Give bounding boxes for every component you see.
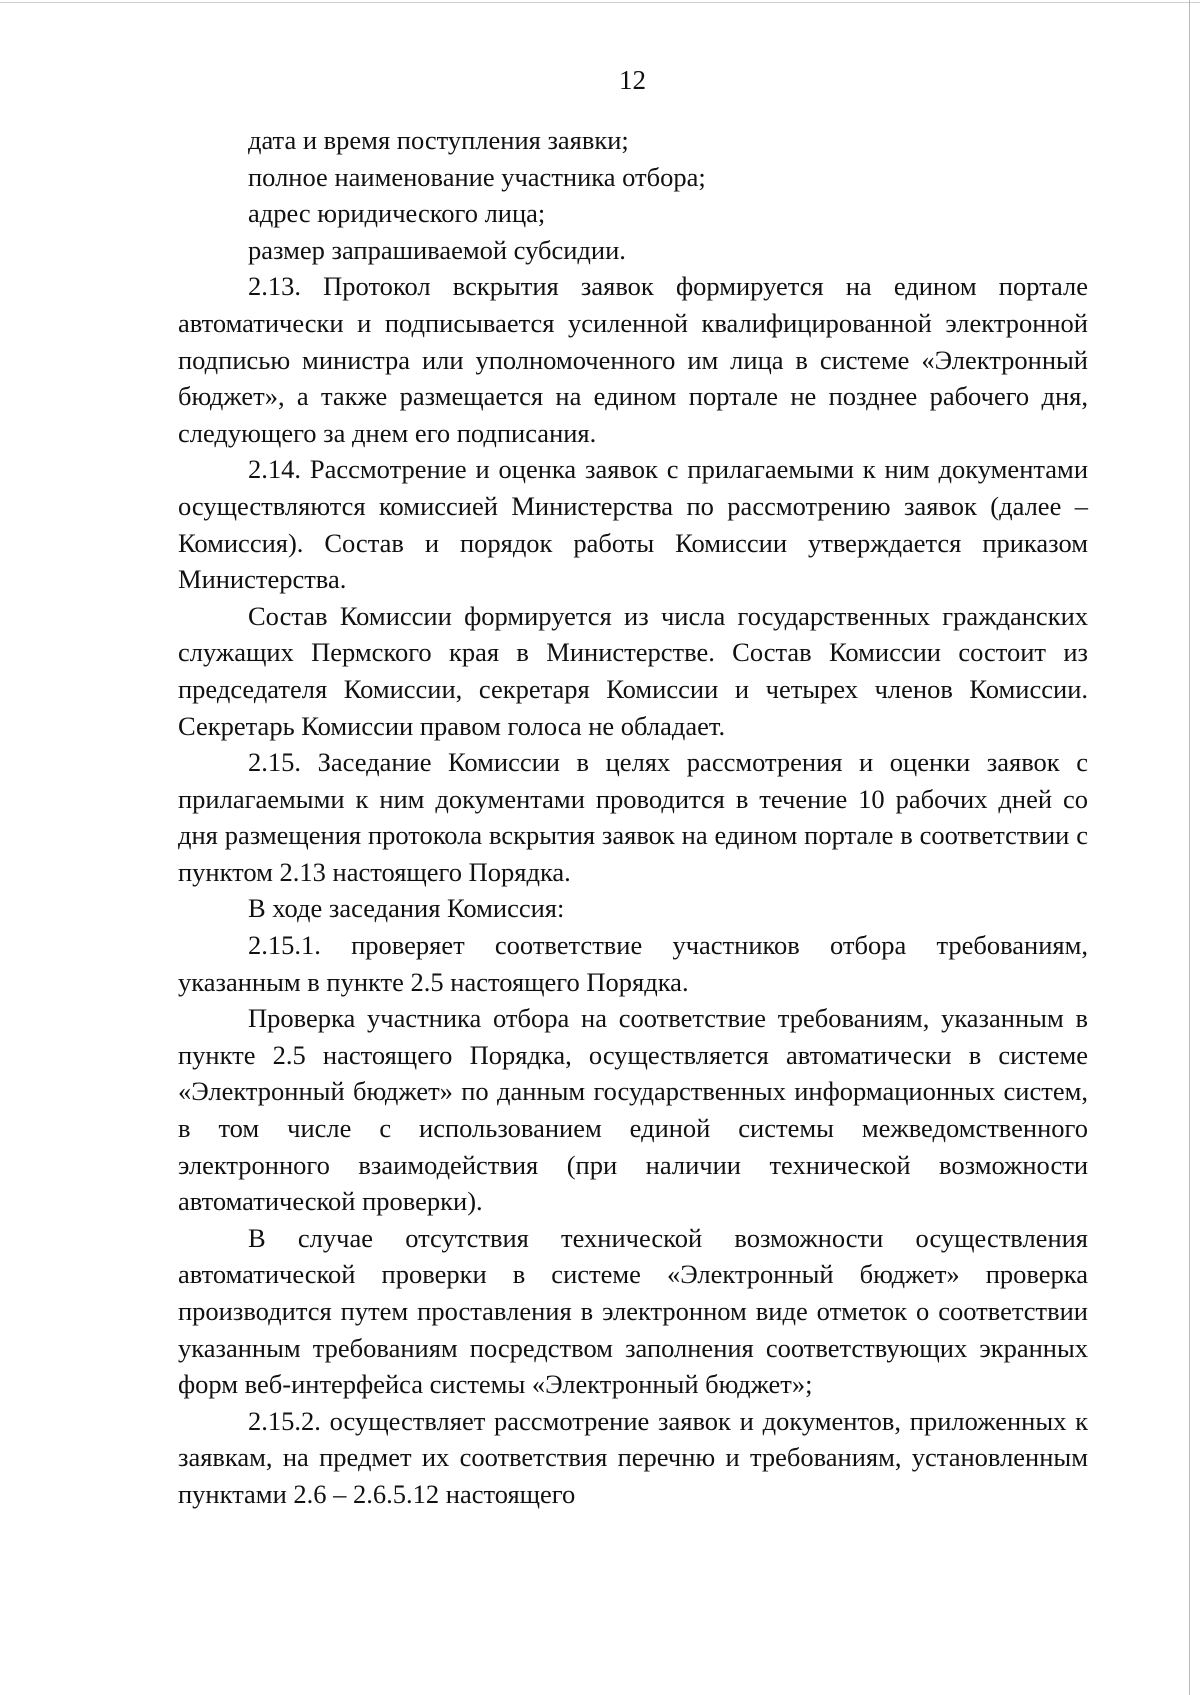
page-right-edge <box>1189 0 1190 1695</box>
paragraph-meeting-intro: В ходе заседания Комиссия: <box>248 893 565 924</box>
list-item-address: адрес юридического лица; <box>248 198 546 229</box>
paragraph-2-14: 2.14. Рассмотрение и оценка заявок с прилагаемыми к ним документами осуществляются комиссией Министерства по рассмотрению заявок (далее – Комиссия). Состав и порядок работы Комиссии утверждается приказом Министерства. <box>178 454 1088 595</box>
list-item-subsidy-size: размер запрашиваемой субсидии. <box>248 234 626 265</box>
paragraph-2-15: 2.15. Заседание Комиссии в целях рассмотрения и оценки заявок с прилагаемыми к ним документами проводится в течение 10 рабочих дней со дня размещения протокола вскрытия заявок на едином портале в соответствии с пунктом 2.13 настоящего Порядка. <box>178 747 1088 887</box>
paragraph-automatic-check: Проверка участника отбора на соответствие требованиям, указанным в пункте 2.5 настоящего Порядка, осуществляется автоматически в системе «Электронный бюджет» по данным государственных информационных систем, в том числе с использованием единой системы межведомственного электронного взаимодействия (при наличии технической возможности автоматической проверки). <box>178 1003 1088 1217</box>
list-item-full-name: полное наименование участника отбора; <box>248 161 706 192</box>
paragraph-commission-composition: Состав Комиссии формируется из числа государственных гражданских служащих Пермского края в Министерстве. Состав Комиссии состоит из председателя Комиссии, секретаря Комиссии и четырех членов Комиссии. Секретарь Комиссии правом голоса не обладает. <box>178 600 1088 741</box>
paragraph-2-15-1: 2.15.1. проверяет соответствие участников отбора требованиям, указанным в пункте 2.5 настоящего Порядка. <box>178 930 1088 997</box>
page-top-edge <box>0 2 1200 3</box>
paragraph-2-15-2: 2.15.2. осуществляет рассмотрение заявок и документов, приложенных к заявкам, на предмет их соответствия перечню и требованиям, установленным пунктами 2.6 – 2.6.5.12 настоящего <box>178 1405 1088 1509</box>
page-number: 12 <box>619 65 646 95</box>
paragraph-2-13: 2.13. Протокол вскрытия заявок формируется на едином портале автоматически и подписывается усиленной квалифицированной электронной подписью министра или уполномоченного им лица в системе «Электронный бюджет», а также размещается на едином портале не позднее рабочего дня, следующего за днем его подписания. <box>178 271 1088 448</box>
list-item-date-time: дата и время поступления заявки; <box>248 125 629 155</box>
document-body <box>178 122 1088 1513</box>
paragraph-manual-check: В случае отсутствия технической возможности осуществления автоматической проверки в системе «Электронный бюджет» проверка производится путем проставления в электронном виде отметок о соответствии указанным требованиям посредством заполнения соответствующих экранных форм веб-интерфейса системы «Электронный бюджет»; <box>178 1222 1088 1400</box>
